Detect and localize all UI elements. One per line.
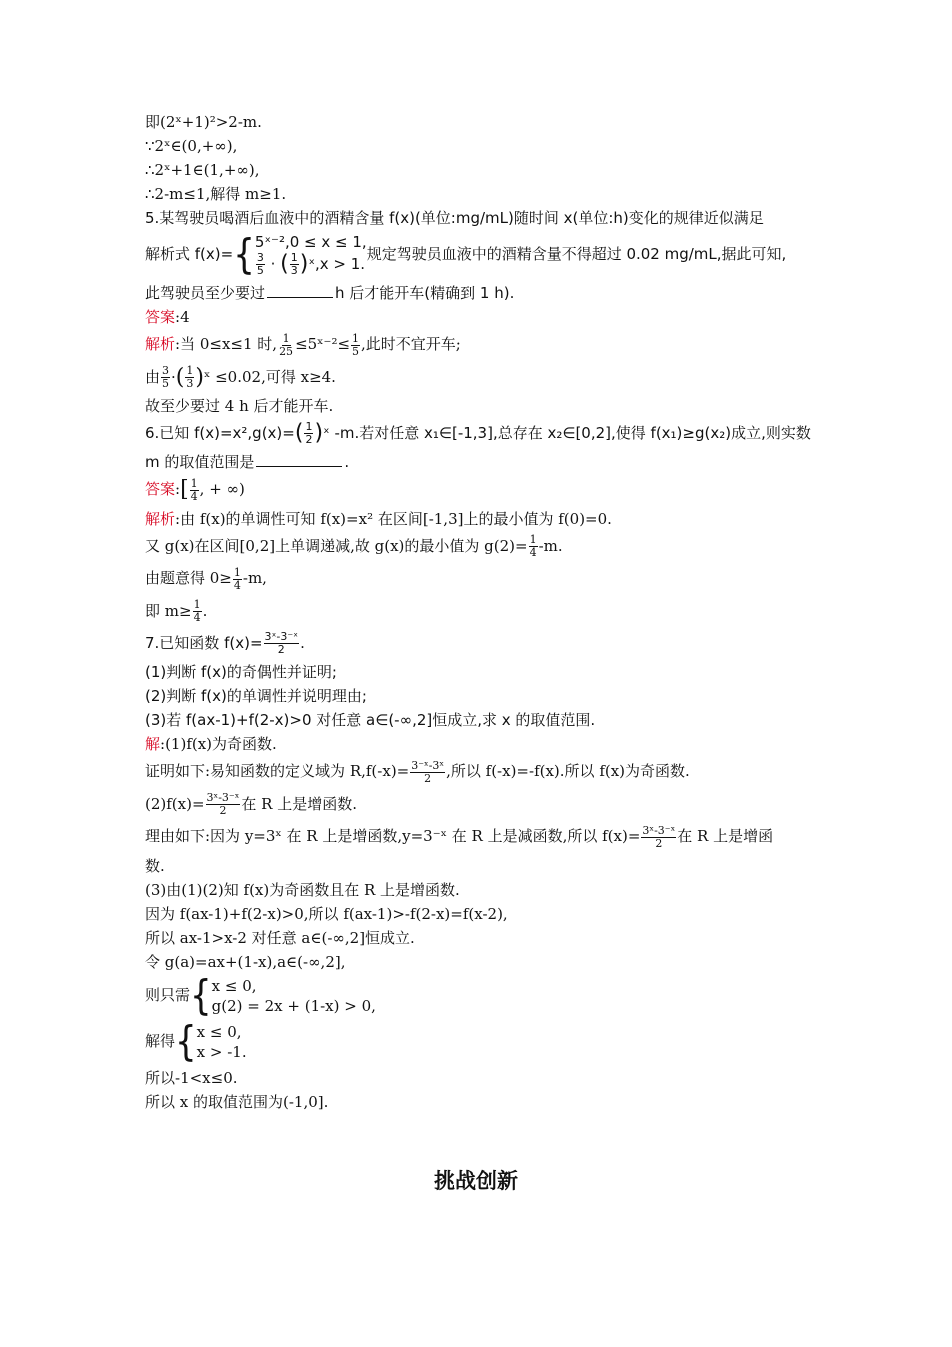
answer-line: 答案:4 [145, 308, 190, 326]
answer-blank [267, 283, 333, 298]
analysis-line: 由 $\frac{3}{5}$ ·( $\frac{1}{3}$ )ˣ ≤0.02,可得 x≥4. [145, 364, 336, 390]
analysis-line: 解析:由 f(x)的单调性可知 f(x)=x² 在区间[-1,3]上的最小值为 f(0)=0. [145, 509, 612, 528]
answer-tag: 答案 [145, 308, 176, 326]
analysis-line: 由题意得 0≥ $\frac{1}{4}$ -m, [145, 565, 267, 592]
case-1: 5ˣ⁻²,0 ≤ x ≤ 1, [254, 233, 367, 251]
solution-system-line: 则只需 { x ≤ 0, g(2) = 2x + (1-x) > 0, [145, 971, 376, 1020]
solution-line: (2)f(x)= $\frac{\text{3ˣ-3⁻ˣ}}{2}$ 在 R 上是增函数. [145, 791, 357, 817]
analysis-tag: 解析 [145, 509, 176, 528]
question-5-formula-line [145, 232, 825, 277]
formula-suffix: 规定驾驶员血液中的酒精含量不得超过 0.02 mg/mL,据此可知, [366, 245, 787, 263]
question-6-stem: 6.已知 f(x)=x²,g(x)=( $\frac{1}{2}$ )ˣ -m.若对任意 x₁∈[-1,3],总存在 x₂∈[0,2],使得 f(x₁)≥g(x₂)成立,则实数 [145, 420, 811, 446]
question-7-part-2: (2)判断 f(x)的单调性并说明理由; [145, 687, 367, 705]
solution-line: 证明如下:易知函数的定义域为 R,f(-x)= $\frac{\text{3⁻ˣ-3ˣ}}{2}$ ,所以 f(-x)=-f(x).所以 f(x)为奇函数. [145, 758, 690, 785]
solution-line: 理由如下:因为 y=3ˣ 在 R 上是增函数,y=3⁻ˣ 在 R 上是减函数,所以 f(x)= $\frac{\text{3ˣ-3⁻ˣ}}{2}$ 在 R 上是增函 [145, 823, 774, 850]
formula-prefix: 解析式 f(x)= [145, 245, 234, 263]
solution-line: 解:(1)f(x)为奇函数. [145, 735, 277, 753]
solution-line: ∵2ˣ∈(0,+∞), [145, 137, 238, 155]
solution-line: 所以-1<x≤0. [145, 1068, 238, 1087]
piecewise-brace: { 5ˣ⁻²,0 ≤ x ≤ 1, $\frac{3}{5}$ · ( $\frac{1}{3}$ )ˣ,x > 1. [233, 230, 367, 279]
question-7-stem: 7.已知函数 f(x)= $\frac{\text{3ˣ-3⁻ˣ}}{2}$ . [145, 630, 305, 656]
answer-line: 答案:[ $\frac{1}{4}$ , + ∞) [145, 476, 245, 503]
solution-line: 所以 ax-1>x-2 对任意 a∈(-∞,2]恒成立. [145, 928, 415, 947]
answer-blank [256, 452, 342, 467]
question-7-part-1: (1)判断 f(x)的奇偶性并证明; [145, 663, 337, 681]
question-7-part-3: (3)若 f(ax-1)+f(2-x)>0 对任意 a∈(-∞,2]恒成立,求 x 的取值范围. [145, 711, 596, 729]
system-brace: { x ≤ 0, x > -1. [175, 1017, 247, 1066]
analysis-line: 即 m≥ $\frac{1}{4}$ . [145, 598, 208, 624]
case-2: $\frac{3}{5}$ · ( $\frac{1}{3}$ )ˣ,x > 1. [256, 251, 366, 277]
question-6-blank-line: m 的取值范围是 . [145, 453, 350, 471]
analysis-line: 故至少要过 4 h 后才能开车. [145, 397, 334, 415]
solution-line: ∴2ˣ+1∈(1,+∞), [145, 161, 260, 179]
solution-line: ∴2-m≤1,解得 m≥1. [145, 185, 287, 203]
solution-line: 数. [145, 856, 165, 875]
system-brace: { x ≤ 0, g(2) = 2x + (1-x) > 0, [190, 971, 376, 1020]
content-body [145, 112, 825, 1116]
section-title: 挑战创新 [434, 1169, 518, 1193]
question-5-blank-line: 此驾驶员至少要过 h 后才能开车(精确到 1 h). [145, 284, 515, 302]
question-5-stem: 5.某驾驶员喝酒后血液中的酒精含量 f(x)(单位:mg/mL)随时间 x(单位:h)变化的规律近似满足 [145, 209, 764, 227]
solution-line: 所以 x 的取值范围为(-1,0]. [145, 1092, 329, 1111]
solution-tag: 解 [145, 735, 161, 753]
solution-line: 因为 f(ax-1)+f(2-x)>0,所以 f(ax-1)>-f(2-x)=f(x-2), [145, 904, 508, 923]
analysis-tag: 解析 [145, 335, 176, 353]
solution-line: (3)由(1)(2)知 f(x)为奇函数且在 R 上是增函数. [145, 880, 460, 899]
analysis-line: 又 g(x)在区间[0,2]上单调递减,故 g(x)的最小值为 g(2)= $\frac{1}{4}$ -m. [145, 533, 563, 559]
solution-line: 即(2ˣ+1)²>2-m. [145, 113, 262, 131]
solution-line: 令 g(a)=ax+(1-x),a∈(-∞,2], [145, 952, 346, 971]
answer-tag: 答案 [145, 480, 176, 498]
analysis-line: 解析:当 0≤x≤1 时, $\frac{1}{25}$ ≤5ˣ⁻²≤ $\frac{1}{5}$ ,此时不宜开车; [145, 331, 461, 358]
solution-system-line: 解得 { x ≤ 0, x > -1. [145, 1017, 247, 1066]
